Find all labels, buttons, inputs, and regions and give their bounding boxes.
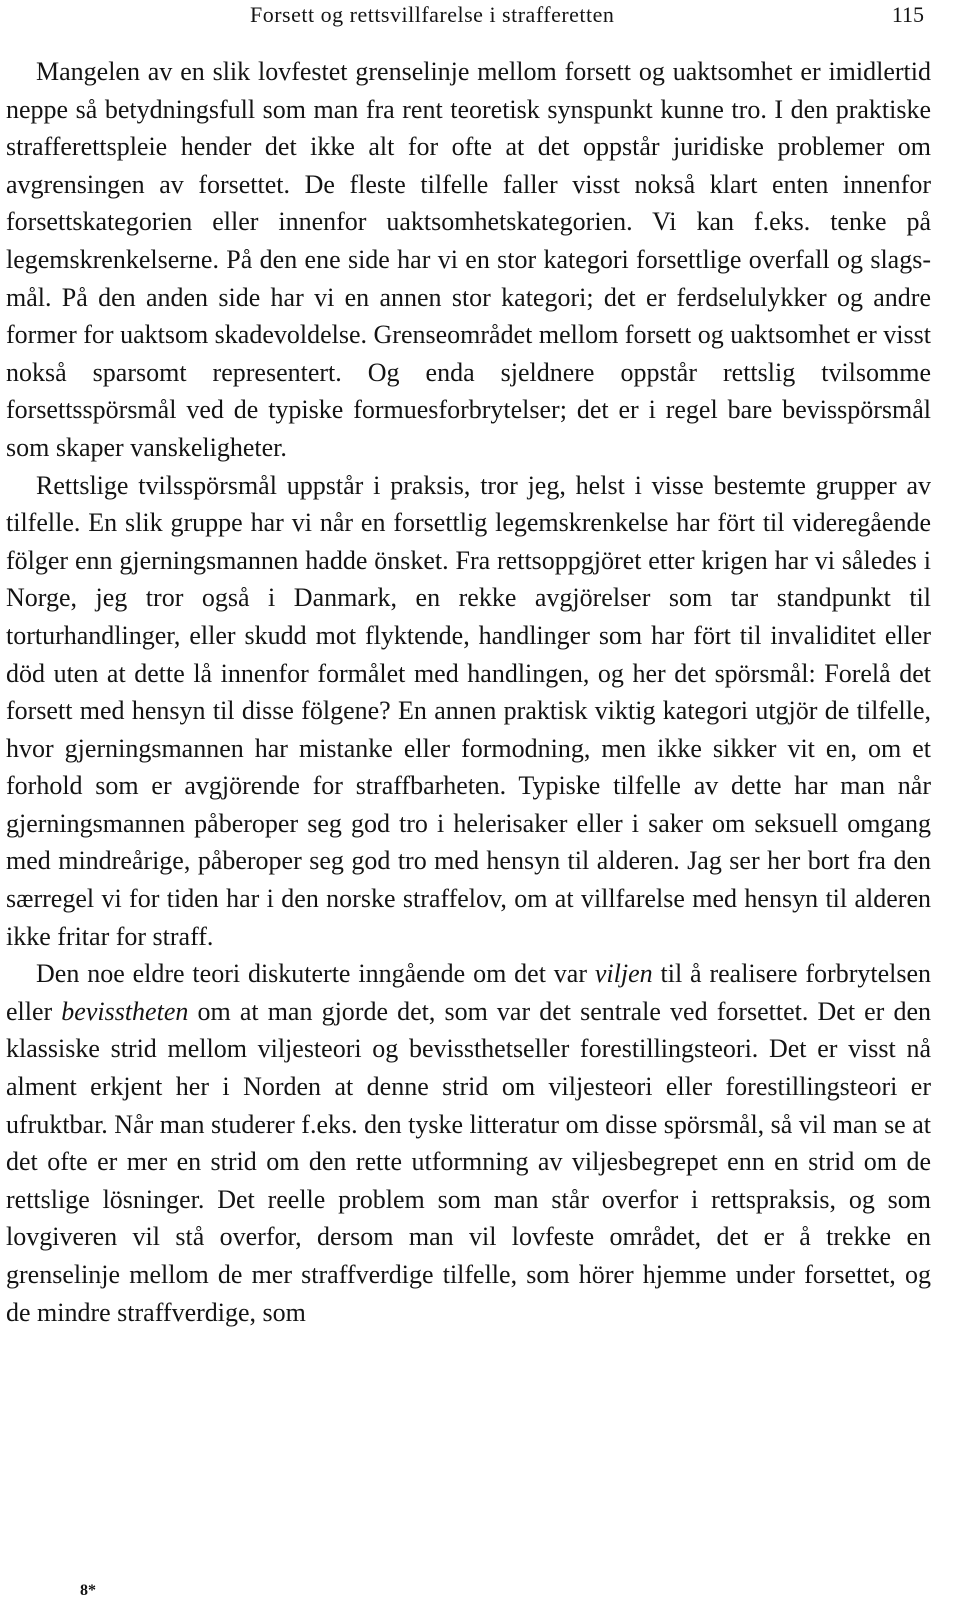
emphasis-viljen: viljen bbox=[594, 959, 653, 989]
paragraph-3-text-b: til å realisere forbrytelsen eller bbox=[6, 959, 931, 1026]
page-number: 115 bbox=[891, 2, 924, 27]
paragraph-3 bbox=[6, 955, 931, 1331]
paragraph-3-text-a: Den noe eldre teori diskuterte inngående om det var bbox=[36, 959, 595, 989]
paragraph-2: Rettslige tvilsspörsmål uppstår i praksis, tror jeg, helst i visse bestemte grupper av tilfelle. En slik gruppe har vi når en forsettlig legemskrenkelse har fört til videregående fölger enn gjerningsmannen hadde önsket. Fra rettsoppgjöret etter krigen har vi således i Norge, jeg tror også i Danmark, en rekke avgjörelser som tar standpunkt til torturhandlinger, eller skudd mot flyktende, handlinger som har fört til invaliditet eller död uten at dette lå innenfor formålet med handlingen, og her det spörsmål: Forelå det forsett med hensyn til disse fölgene? En annen praktisk viktig kategori utgjör de tilfelle, hvor gjerningsmannen har mistanke eller formodning, men ikke sikker vit en, om et forhold som er avgjörende for straffbarheten. Typiske tilfelle av dette har man når gjerningsmannen påberoper seg god tro i helerisaker eller i saker om seksuell omgang med mindreårige, påberoper seg god tro med hensyn til alderen. Jag ser her bort fra den særregel vi for tiden har i den norske straffelov, om at villfarelse med hensyn til alderen ikke fritar for straff. bbox=[6, 470, 931, 951]
body-text bbox=[6, 53, 931, 1331]
running-header bbox=[6, 0, 936, 32]
paragraph-1: Mangelen av en slik lovfestet grenselinje mellom forsett og uaktsomhet er imidlertid neppe så betydningsfull som man fra rent teoretisk synspunkt kunne tro. I den praktiske strafferettspleie hender det ikke alt for ofte at det oppstår juridiske problemer om avgrensingen av forsettet. De fleste tilfelle faller visst nokså klart enten innenfor forsettskategorien eller innenfor uaktsomhetskategorien. Vi kan f.eks. tenke på legemskrenkelserne. På den ene side har vi en stor kategori forsettlige overfall og slagsmål. På den anden side har vi en annen stor kategori; det er ferdselulykker og andre former for uaktsom skadevoldelse. Grenseområdet mellom forsett og uaktsomhet er visst nokså sparsomt representert. Og enda sjeldnere oppstår rettslig tvilsomme forsettsspörsmål ved de typiske formuesforbrytelser; det er i regel bare bevisspörsmål som skaper vanskeligheter. bbox=[6, 57, 931, 462]
paragraph-3-text-c: om at man gjorde det, som var det sentrale ved forsettet. Det er den klassiske strid mellom viljesteori og bevissthetseller forestillingsteori. Det er visst nå alment erkjent her i Norden at denne strid om viljesteori eller forestillingsteori er ufruktbar. Når man studerer f.eks. den tyske litteratur om disse spörsmål, så vil man se at det ofte er mer en strid om den rette utformning av viljesbegrepet enn en strid om de rettslige lösninger. Det reelle problem som man står overfor i rettspraksis, og som lovgiveren vil stå overfor, dersom man vil lovfeste området, det er å trekke en grenselinje mellom de mer straffverdige tilfelle, som hörer hjemme under forsettet, og de mindre straffverdige, som bbox=[6, 996, 931, 1327]
running-title: Forsett og rettsvillfarelse i strafferetten bbox=[250, 2, 615, 27]
emphasis-bevisstheten: bevisstheten bbox=[61, 996, 189, 1026]
signature-mark: 8* bbox=[80, 1582, 96, 1599]
